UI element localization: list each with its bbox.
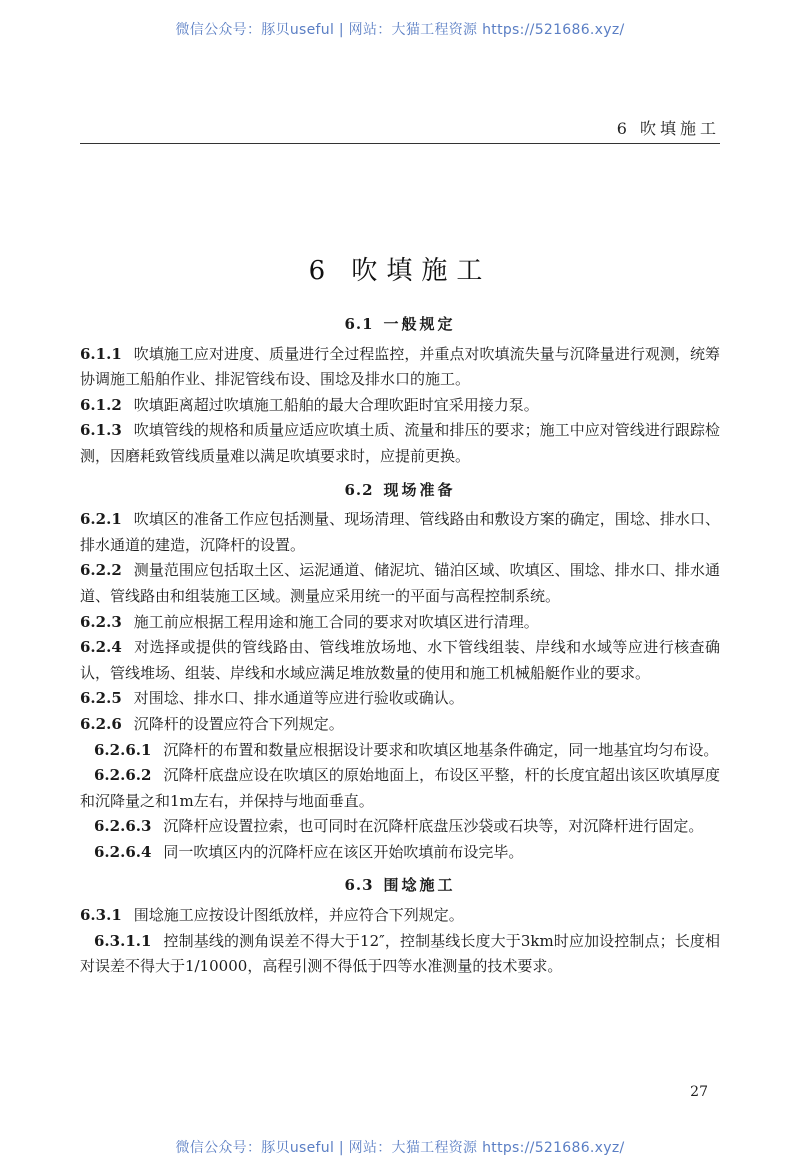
clause-text: 吹填距离超过吹填施工船舶的最大合理吹距时宜采用接力泵。: [133, 395, 539, 414]
clause-text: 吹填施工应对进度、质量进行全过程监控，并重点对吹填流失量与沉降量进行观测，统筹协调施工船舶作业、排泥管线布设、围埝及排水口的施工。: [80, 344, 720, 389]
clause-text: 对围埝、排水口、排水通道等应进行验收或确认。: [133, 689, 464, 708]
section-heading: [80, 478, 720, 504]
clause-number: 6.2.2: [80, 561, 122, 580]
clause: [80, 686, 720, 712]
section-title: 围埝施工: [383, 876, 456, 895]
clause-text: 同一吹填区内的沉降杆应在该区开始吹填前布设完毕。: [163, 842, 524, 861]
clause: [80, 418, 720, 469]
clause-number: 6.1.2: [80, 395, 122, 414]
watermark-top: 微信公众号：豚贝useful | 网站：大猫工程资源 https://521686.xyz/: [175, 22, 625, 38]
clause-number: 6.3.1: [80, 906, 122, 925]
clause-number: 6.2.4: [80, 638, 122, 657]
subclause: [80, 763, 720, 814]
clause: [80, 342, 720, 393]
section-gap: [80, 470, 720, 478]
clause-number: 6.3.1.1: [94, 931, 152, 950]
clause: [80, 635, 720, 686]
clause-number: 6.2.6.1: [94, 740, 152, 759]
section-number: 6.2: [344, 480, 374, 499]
clause-text: 沉降杆的布置和数量应根据设计要求和吹填区地基条件确定，同一地基宜均匀布设。: [163, 740, 719, 759]
section-heading: [80, 873, 720, 899]
clause-text: 沉降杆应设置拉索，也可同时在沉降杆底盘压沙袋或石块等，对沉降杆进行固定。: [163, 817, 704, 836]
chapter-title: 6 吹填施工: [308, 256, 492, 286]
clause-text: 吹填管线的规格和质量应适应吹填土质、流量和排压的要求；施工中应对管线进行跟踪检测，因磨耗致管线质量难以满足吹填要求时，应提前更换。: [80, 421, 720, 465]
running-header: 6 吹填施工: [616, 119, 720, 138]
clause-text: 对选择或提供的管线路由、管线堆放场地、水下管线组装、岸线和水域等应进行核查确认，管线堆场、组装、岸线和水域应满足堆放数量的使用和施工机械船艇作业的要求。: [80, 638, 720, 682]
clause: [80, 903, 720, 929]
clause-number: 6.2.1: [80, 510, 122, 529]
clause: [80, 393, 720, 419]
clause-number: 6.1.1: [80, 344, 122, 363]
subclause: [80, 929, 720, 980]
clause-number: 6.2.6.4: [94, 842, 152, 861]
page-number: 27: [690, 1084, 708, 1100]
clause-text: 吹填区的准备工作应包括测量、现场清理、管线路由和敷设方案的确定，围埝、排水口、排水通道的建造，沉降杆的设置。: [80, 510, 720, 554]
subclause: [80, 738, 720, 764]
subclause: [80, 814, 720, 840]
clause-number: 6.2.6.3: [94, 817, 152, 836]
clause-number: 6.1.3: [80, 421, 122, 440]
clause: [80, 712, 720, 738]
clause: [80, 558, 720, 609]
clause-number: 6.2.5: [80, 689, 122, 708]
watermark-bottom: 微信公众号：豚贝useful | 网站：大猫工程资源 https://521686.xyz/: [175, 1140, 625, 1156]
clause-number: 6.2.6: [80, 714, 122, 733]
clause-number: 6.2.6.2: [94, 766, 152, 785]
clause-number: 6.2.3: [80, 612, 122, 631]
clause-text: 控制基线的测角误差不得大于12″，控制基线长度大于3km时应加设控制点；长度相对误差不得大于1/10000，高程引测不得低于四等水准测量的技术要求。: [80, 931, 720, 976]
clause: [80, 610, 720, 636]
section-gap: [80, 865, 720, 873]
clause-text: 施工前应根据工程用途和施工合同的要求对吹填区进行清理。: [133, 612, 539, 631]
section-heading: [80, 312, 720, 338]
clause-text: 沉降杆底盘应设在吹填区的原始地面上，布设区平整，杆的长度宜超出该区吹填厚度和沉降量之和1m左右，并保持与地面垂直。: [80, 766, 720, 810]
section-number: 6.3: [344, 876, 374, 895]
document-body: [80, 312, 720, 980]
section-title: 一般规定: [383, 315, 456, 333]
section-number: 6.1: [344, 315, 374, 333]
clause-text: 围埝施工应按设计图纸放样，并应符合下列规定。: [133, 906, 464, 925]
clause: [80, 507, 720, 558]
clause-text: 测量范围应包括取土区、运泥通道、储泥坑、锚泊区域、吹填区、围埝、排水口、排水通道、管线路由和组装施工区域。测量应采用统一的平面与高程控制系统。: [80, 561, 720, 605]
header-rule: [80, 143, 720, 144]
subclause: [80, 840, 720, 866]
section-title: 现场准备: [383, 480, 456, 499]
clause-text: 沉降杆的设置应符合下列规定。: [133, 714, 344, 733]
